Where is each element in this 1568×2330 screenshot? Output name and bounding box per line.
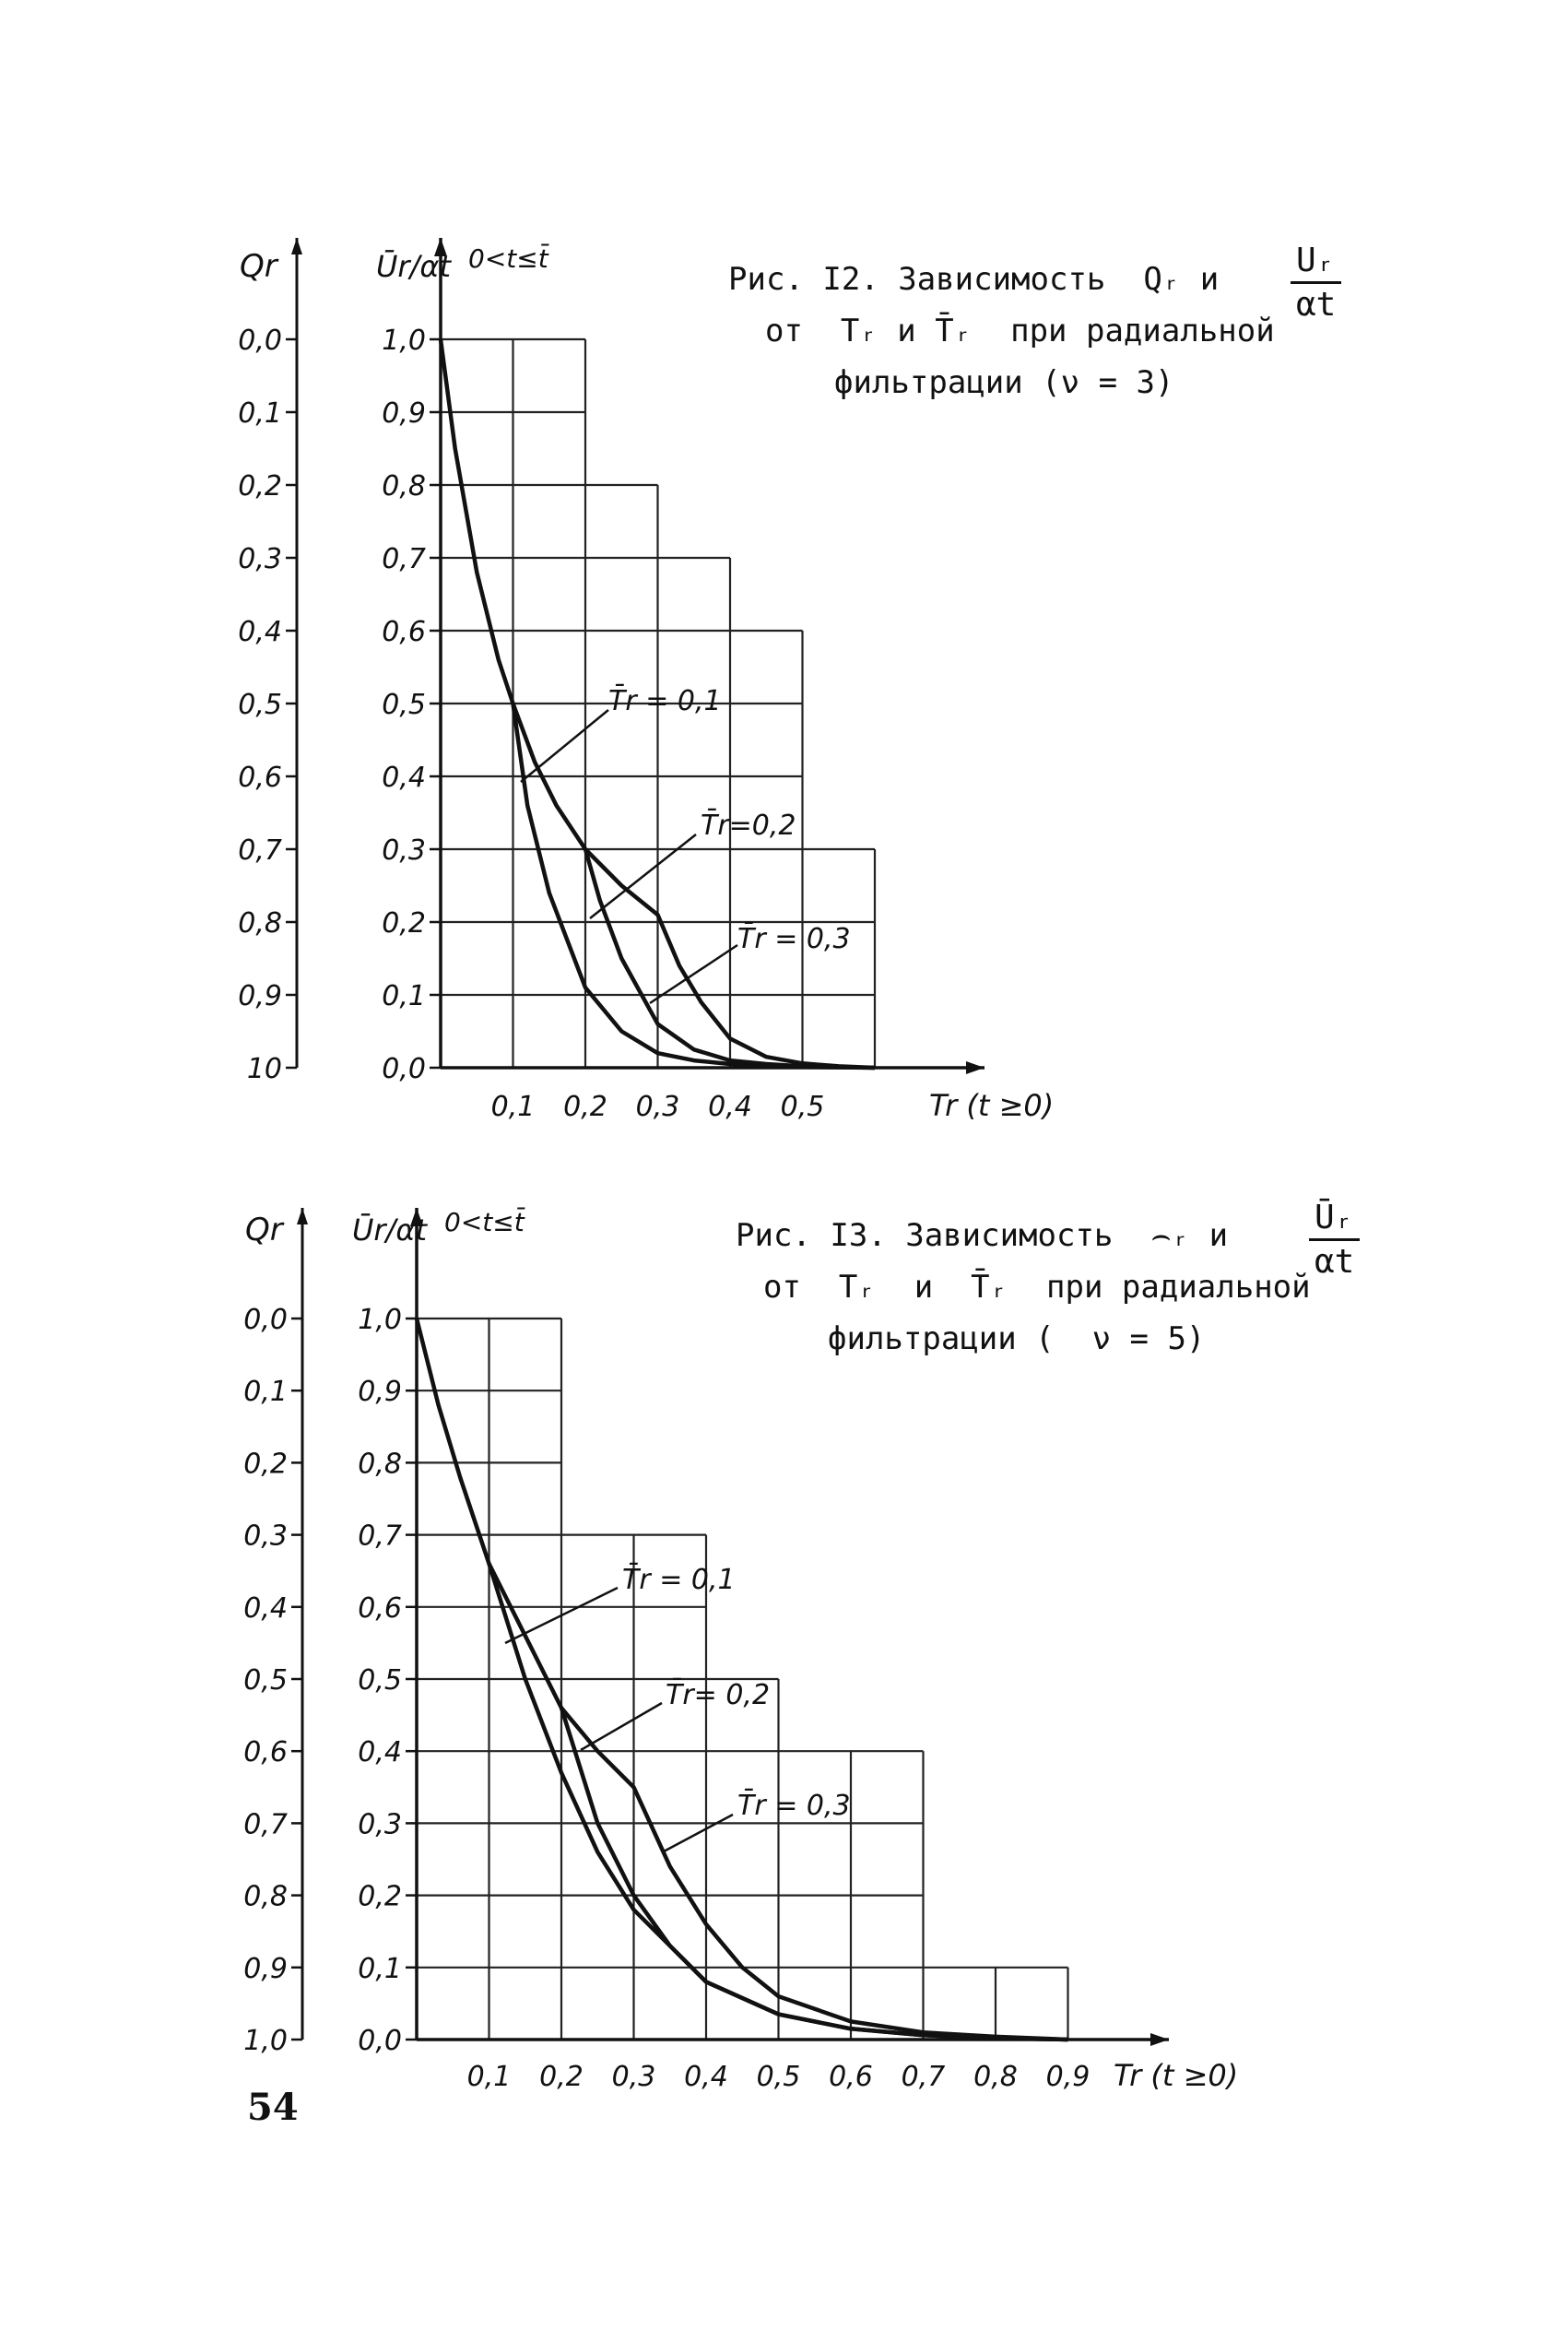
chart-0-y-tick-label-7: 0,7 bbox=[382, 543, 426, 575]
chart-0-annotation-leader-1 bbox=[590, 834, 696, 918]
chart-0-y-tick-label-4: 0,4 bbox=[382, 762, 426, 794]
chart-1-x-tick-label-7: 0,8 bbox=[973, 2061, 1018, 2093]
chart-0-condition-label: 0<t≤t̄ bbox=[468, 243, 548, 274]
chart-1-x-axis-arrow bbox=[1150, 2033, 1169, 2046]
chart-0-x-tick-label-2: 0,3 bbox=[635, 1091, 680, 1123]
chart-0-y-tick-label-8: 0,8 bbox=[382, 470, 426, 503]
chart-0-q-tick-label-1: 0,1 bbox=[238, 397, 282, 430]
chart-1-x-tick-label-1: 0,2 bbox=[539, 2061, 584, 2093]
chart-1-q-axis-label: Qr bbox=[245, 1212, 283, 1248]
chart-1-x-tick-label-0: 0,1 bbox=[466, 2061, 512, 2093]
chart-0-q-tick-label-8: 0,8 bbox=[238, 907, 282, 940]
figure-12-caption-line-3: фильтрации (ν = 3) bbox=[834, 364, 1174, 401]
chart-0-q-tick-label-6: 0,6 bbox=[238, 762, 282, 794]
chart-0-annotation-label-2: T̄r = 0,3 bbox=[737, 923, 851, 955]
chart-1-x-tick-label-8: 0,9 bbox=[1045, 2061, 1091, 2093]
figure-13-fraction-numerator: Ūᵣ bbox=[1315, 1199, 1355, 1236]
chart-1-q-tick-label-2: 0,2 bbox=[243, 1448, 288, 1481]
chart-1-y-tick-label-5: 0,5 bbox=[358, 1664, 402, 1697]
chart-1-q-tick-label-3: 0,3 bbox=[243, 1520, 288, 1553]
chart-1-q-tick-label-9: 0,9 bbox=[243, 1952, 288, 1985]
chart-1-y-tick-label-4: 0,4 bbox=[358, 1736, 402, 1769]
chart-0-x-axis-arrow bbox=[966, 1061, 984, 1074]
figure-12-caption-line-1: Рис. I2. Зависимость Qᵣ и bbox=[728, 261, 1220, 298]
chart-0-x-tick-label-3: 0,4 bbox=[708, 1091, 752, 1123]
chart-0-y-axis-label: Ūr/αt bbox=[376, 249, 451, 284]
chart-0-q-axis-arrow bbox=[291, 238, 302, 254]
figure-13-fraction-denominator: αt bbox=[1309, 1238, 1360, 1281]
chart-0-y-tick-label-0: 0,0 bbox=[382, 1053, 426, 1085]
figure-12-fraction-denominator: αt bbox=[1291, 281, 1341, 324]
chart-1-x-tick-label-4: 0,5 bbox=[756, 2061, 801, 2093]
figure-13-caption-line-1: Рис. I3. Зависимость ⌢ᵣ и bbox=[736, 1217, 1229, 1254]
chart-1-x-axis-label: Tr (t ≥0) bbox=[1114, 2058, 1239, 2093]
figure-13-caption-line-2: от Tᵣ и T̄ᵣ при радиальной bbox=[763, 1269, 1311, 1306]
chart-1-condition-label: 0<t≤t̄ bbox=[444, 1207, 525, 1237]
chart-1-q-tick-label-7: 0,7 bbox=[243, 1808, 288, 1841]
chart-1-y-tick-label-2: 0,2 bbox=[358, 1880, 402, 1913]
chart-1-y-tick-label-1: 0,1 bbox=[358, 1952, 402, 1985]
page-number: 54 bbox=[247, 2086, 299, 2129]
chart-1-y-tick-label-0: 0,0 bbox=[358, 2025, 402, 2057]
chart-0-annotation-label-1: T̄r=0,2 bbox=[701, 810, 796, 842]
chart-0-y-tick-label-9: 0,9 bbox=[382, 397, 426, 430]
chart-0-series-line-1 bbox=[513, 704, 876, 1068]
chart-1-q-tick-label-6: 0,6 bbox=[243, 1736, 288, 1769]
chart-0-y-tick-label-2: 0,2 bbox=[382, 907, 426, 940]
chart-0-annotation-leader-0 bbox=[521, 710, 608, 782]
chart-0-q-tick-label-9: 0,9 bbox=[238, 980, 282, 1012]
chart-1-annotation-label-2: T̄r = 0,3 bbox=[737, 1790, 851, 1822]
chart-1-y-tick-label-9: 0,9 bbox=[358, 1376, 402, 1409]
figure-12-fraction-numerator: Uᵣ bbox=[1296, 242, 1337, 279]
chart-0-x-axis-label: Tr (t ≥0) bbox=[929, 1088, 1055, 1123]
chart-0-y-tick-label-6: 0,6 bbox=[382, 616, 426, 648]
chart-1-y-tick-label-10: 1,0 bbox=[358, 1304, 402, 1336]
figure-12-caption-line-2: от Tᵣ и T̄ᵣ при радиальной bbox=[765, 313, 1275, 349]
chart-0-x-tick-label-1: 0,2 bbox=[563, 1091, 607, 1123]
chart-1-y-tick-label-3: 0,3 bbox=[358, 1808, 402, 1841]
chart-1-annotation-label-1: T̄r= 0,2 bbox=[666, 1679, 771, 1711]
chart-0-q-tick-label-7: 0,7 bbox=[238, 834, 282, 867]
chart-1-q-tick-label-4: 0,4 bbox=[243, 1591, 288, 1625]
chart-0-y-tick-label-10: 1,0 bbox=[382, 325, 426, 357]
chart-1-annotation-leader-1 bbox=[581, 1703, 662, 1750]
chart-0-y-tick-label-1: 0,1 bbox=[382, 980, 426, 1012]
chart-1-annotation-leader-2 bbox=[664, 1815, 733, 1851]
chart-0-annotation-label-0: T̄r = 0,1 bbox=[608, 685, 722, 717]
chart-0-y-tick-label-5: 0,5 bbox=[382, 689, 426, 721]
chart-0-q-tick-label-2: 0,2 bbox=[238, 470, 282, 503]
chart-1-y-tick-label-8: 0,8 bbox=[358, 1448, 402, 1481]
chart-1-y-tick-label-7: 0,7 bbox=[358, 1520, 402, 1553]
chart-1-x-tick-label-2: 0,3 bbox=[611, 2061, 656, 2093]
chart-1-y-tick-label-6: 0,6 bbox=[358, 1591, 402, 1625]
chart-1-x-tick-label-3: 0,4 bbox=[684, 2061, 728, 2093]
chart-0-y-tick-label-3: 0,3 bbox=[382, 834, 426, 867]
chart-1-x-tick-label-5: 0,6 bbox=[829, 2061, 873, 2093]
figure-13-caption-line-3: фильтрации ( ν = 5) bbox=[828, 1320, 1206, 1357]
chart-0-x-tick-label-4: 0,5 bbox=[780, 1091, 825, 1123]
chart-1-q-tick-label-10: 1,0 bbox=[243, 2025, 288, 2057]
chart-1-q-tick-label-1: 0,1 bbox=[243, 1376, 288, 1409]
chart-0-q-axis-label: Qr bbox=[240, 248, 277, 285]
chart-1-x-tick-label-6: 0,7 bbox=[901, 2061, 946, 2093]
chart-1-q-axis-arrow bbox=[297, 1208, 308, 1224]
chart-0-q-tick-label-3: 0,3 bbox=[238, 543, 282, 575]
chart-1-q-tick-label-8: 0,8 bbox=[243, 1880, 288, 1913]
chart-1-annotation-label-0: T̄r = 0,1 bbox=[622, 1564, 736, 1596]
chart-1-series-line-2 bbox=[561, 1708, 1068, 2040]
chart-0-q-tick-label-10: 10 bbox=[246, 1053, 282, 1085]
chart-0-q-tick-label-0: 0,0 bbox=[238, 325, 282, 357]
chart-1-y-axis-label: Ūr/αt bbox=[352, 1212, 427, 1248]
chart-0-q-tick-label-4: 0,4 bbox=[238, 616, 282, 648]
chart-1-q-tick-label-5: 0,5 bbox=[243, 1664, 288, 1697]
chart-0-x-tick-label-0: 0,1 bbox=[490, 1091, 536, 1123]
chart-1-q-tick-label-0: 0,0 bbox=[243, 1304, 288, 1336]
chart-0-q-tick-label-5: 0,5 bbox=[238, 689, 282, 721]
